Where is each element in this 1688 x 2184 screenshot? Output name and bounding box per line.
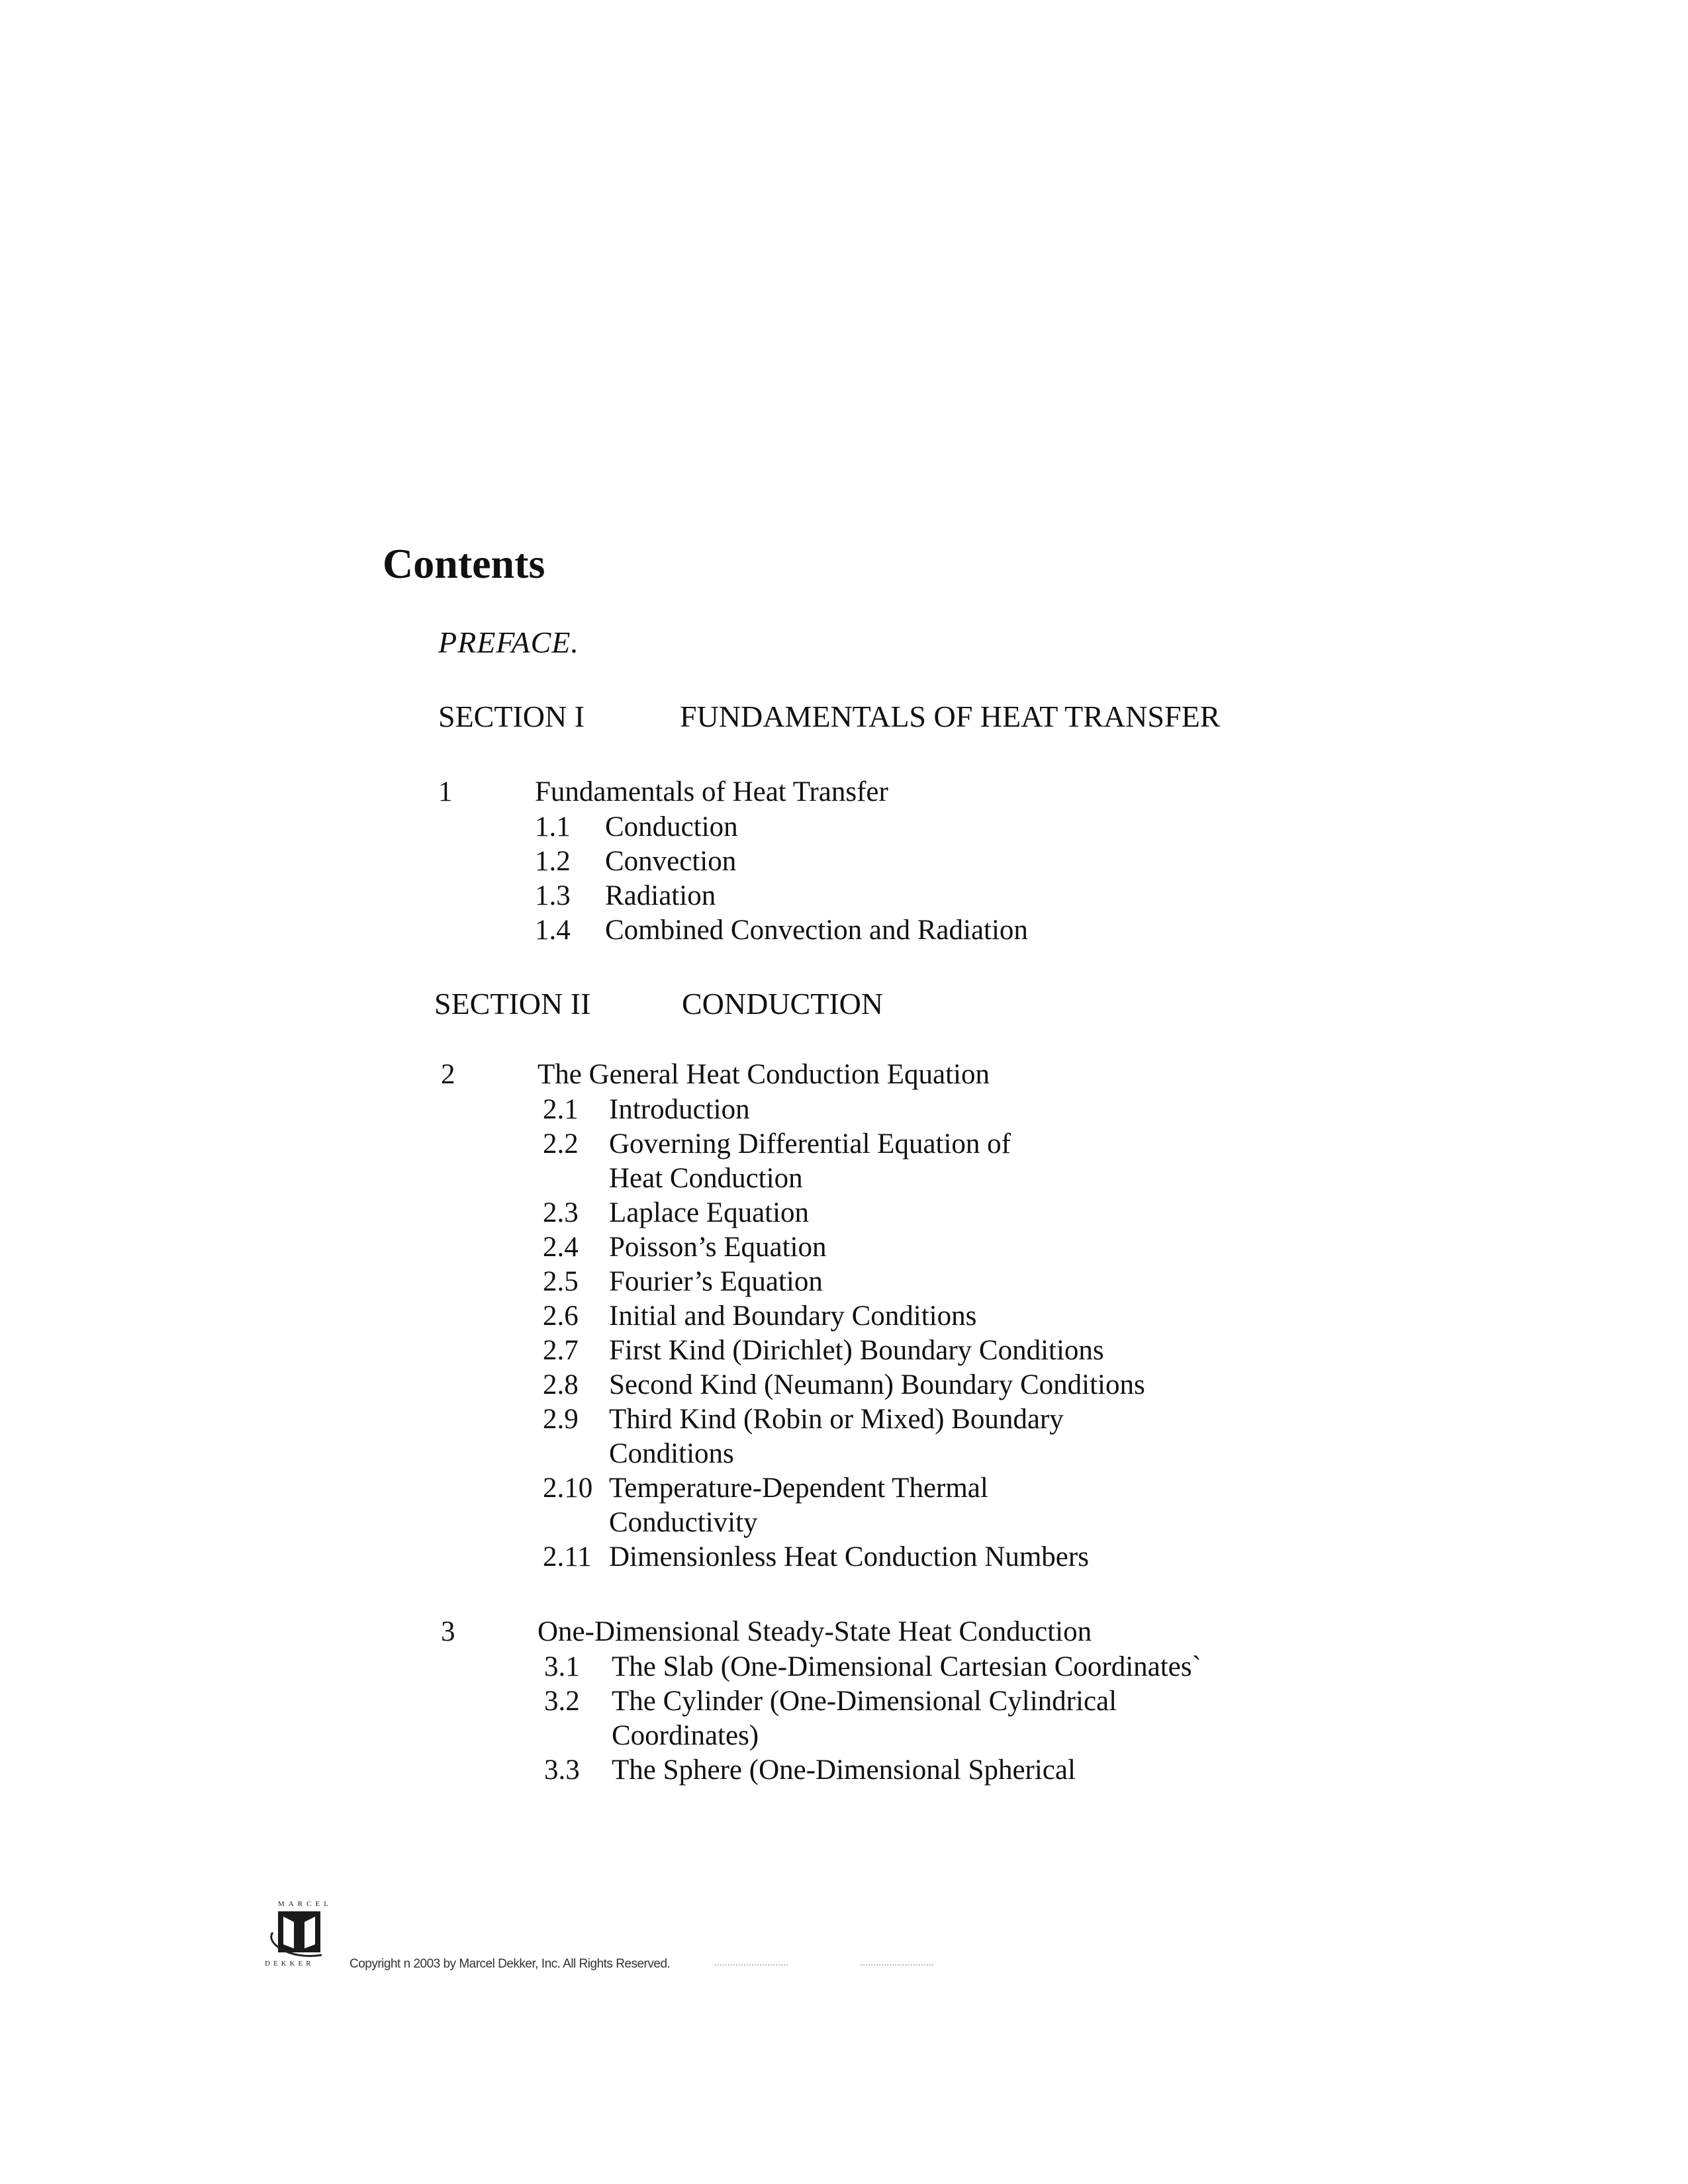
entry-1-3-number: 1.3 — [535, 880, 571, 911]
entry-2-6-number: 2.6 — [543, 1300, 579, 1332]
logo-left-page — [283, 1917, 294, 1948]
publisher-logo — [263, 1897, 350, 1970]
entry-2-10-title: Temperature-Dependent Thermal — [609, 1473, 988, 1504]
copyright-notice: Copyright n 2003 by Marcel Dekker, Inc. All Rights Reserved. — [350, 1957, 671, 1971]
entry-2-10-title-cont: Conductivity — [609, 1507, 758, 1538]
page-title: Contents — [383, 540, 545, 587]
entry-2-6-title: Initial and Boundary Conditions — [609, 1300, 977, 1332]
entry-2-2-number: 2.2 — [543, 1128, 579, 1160]
entry-2-9-title: Third Kind (Robin or Mixed) Boundary — [609, 1404, 1064, 1435]
entry-1-2-number: 1.2 — [535, 846, 571, 877]
entry-2-5-number: 2.5 — [543, 1266, 579, 1297]
entry-2-5-title: Fourier’s Equation — [609, 1266, 823, 1297]
chapter-3-title: One-Dimensional Steady-State Heat Conduction — [538, 1616, 1092, 1647]
entry-1-4-number: 1.4 — [535, 915, 571, 946]
entry-2-4-number: 2.4 — [543, 1232, 579, 1263]
entry-1-1-number: 1.1 — [535, 811, 571, 842]
entry-2-9-title-cont: Conditions — [609, 1438, 734, 1469]
entry-2-1-number: 2.1 — [543, 1094, 579, 1125]
logo-top-text: MARCEL — [278, 1900, 332, 1908]
entry-2-11-title: Dimensionless Heat Conduction Numbers — [609, 1541, 1089, 1572]
entry-2-3-title: Laplace Equation — [609, 1197, 810, 1228]
entry-3-1-number: 3.1 — [544, 1651, 580, 1682]
entry-2-8-number: 2.8 — [543, 1369, 579, 1400]
chapter-1-number: 1 — [438, 776, 453, 807]
entry-1-3-title: Radiation — [605, 880, 716, 911]
entry-3-1-title: The Slab (One-Dimensional Cartesian Coordinates` — [612, 1651, 1201, 1682]
section-1-title: FUNDAMENTALS OF HEAT TRANSFER — [680, 700, 1221, 733]
logo-right-page — [305, 1917, 315, 1948]
entry-1-2-title: Convection — [605, 846, 737, 877]
section-2-label: SECTION II — [434, 987, 591, 1021]
entry-3-2-title-cont: Coordinates) — [612, 1720, 759, 1751]
entry-3-2-number: 3.2 — [544, 1686, 580, 1717]
entry-2-8-title: Second Kind (Neumann) Boundary Conditions — [609, 1369, 1145, 1400]
entry-3-2-title: The Cylinder (One-Dimensional Cylindrical — [612, 1686, 1117, 1717]
entry-2-2-title-cont: Heat Conduction — [609, 1163, 803, 1194]
entry-2-11-number: 2.11 — [543, 1541, 592, 1572]
section-2-title: CONDUCTION — [682, 987, 884, 1021]
preface-entry: PREFACE. — [438, 625, 579, 659]
logo-bottom-text: DEKKER — [265, 1960, 314, 1968]
entry-2-9-number: 2.9 — [543, 1404, 579, 1435]
entry-1-1-title: Conduction — [605, 811, 738, 842]
chapter-2-number: 2 — [441, 1059, 455, 1090]
chapter-3-number: 3 — [441, 1616, 455, 1647]
entry-2-7-number: 2.7 — [543, 1335, 579, 1366]
entry-2-10-number: 2.10 — [543, 1473, 593, 1504]
entry-2-1-title: Introduction — [609, 1094, 750, 1125]
entry-2-4-title: Poisson’s Equation — [609, 1232, 827, 1263]
entry-3-3-number: 3.3 — [544, 1754, 580, 1786]
entry-2-3-number: 2.3 — [543, 1197, 579, 1228]
entry-2-7-title: First Kind (Dirichlet) Boundary Conditions — [609, 1335, 1104, 1366]
footer-dots-right — [861, 1964, 933, 1966]
chapter-2-title: The General Heat Conduction Equation — [538, 1059, 990, 1090]
entry-3-3-title: The Sphere (One-Dimensional Spherical — [612, 1754, 1076, 1786]
footer-dots-left — [715, 1964, 788, 1966]
section-1-label: SECTION I — [438, 700, 585, 733]
entry-1-4-title: Combined Convection and Radiation — [605, 915, 1028, 946]
chapter-1-title: Fundamentals of Heat Transfer — [535, 776, 888, 807]
entry-2-2-title: Governing Differential Equation of — [609, 1128, 1011, 1160]
